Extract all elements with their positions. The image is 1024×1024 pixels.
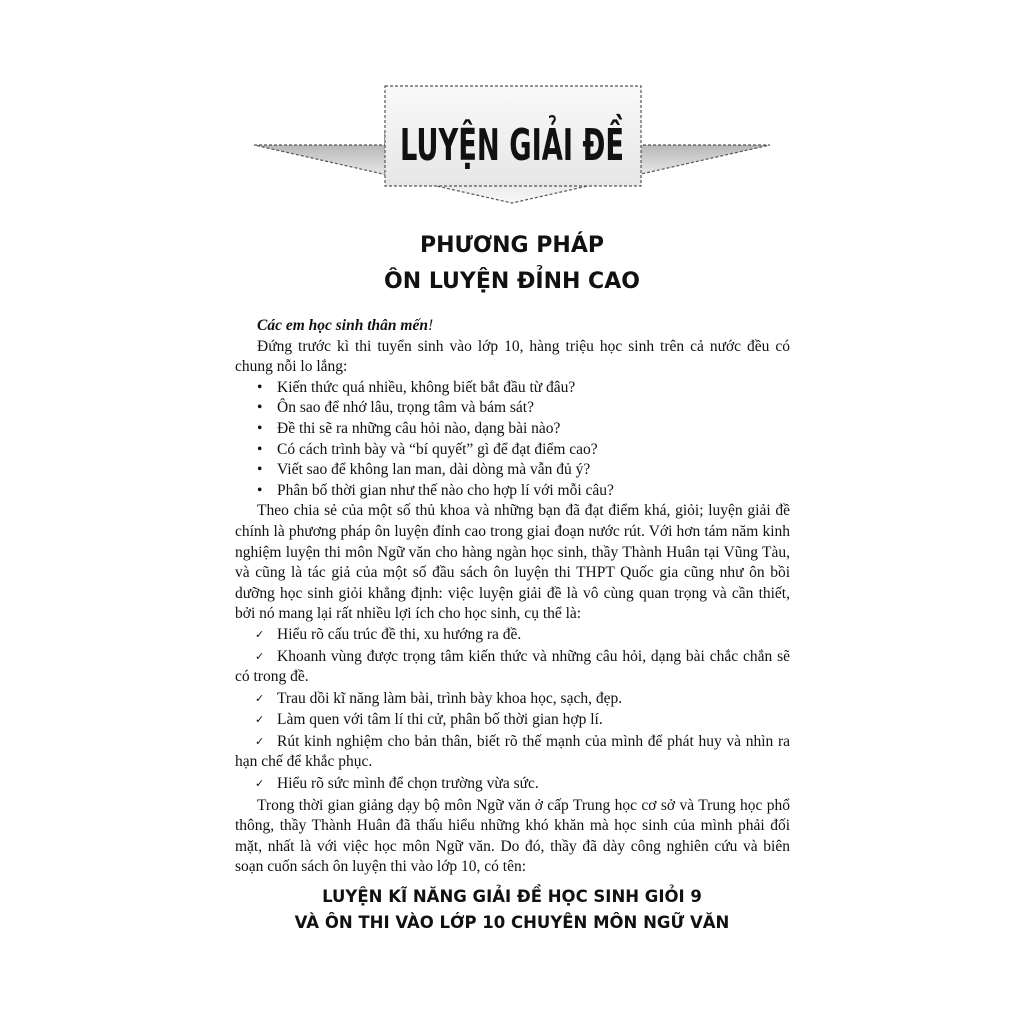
list-item: • Kiến thức quá nhiều, không biết bắt đầu từ đâu? xyxy=(235,378,790,399)
list-item xyxy=(235,625,790,646)
paragraph-author: Trong thời gian giảng dạy bộ môn Ngữ văn ở cấp Trung học cơ sở và Trung học phổ thông, thầy Thành Huân đã thấu hiểu những khó khăn mà học sinh của mình phải đối mặt, nhất là với việc học môn Ngữ văn. Do đó, thầy đã dày công nghiên cứu và biên soạn cuốn sách ôn luyện thi vào lớp 10, có tên: xyxy=(235,796,790,876)
book-title-line2: VÀ ÔN THI VÀO LỚP 10 CHUYÊN MÔN NGỮ VĂN xyxy=(294,913,730,932)
benefit-text: Khoanh vùng được trọng tâm kiến thức và những câu hỏi, dạng bài chắc chắn sẽ có trong đề. xyxy=(235,647,790,686)
paragraph-benefits-intro: Theo chia sẻ của một số thủ khoa và những bạn đã đạt điểm khá, giỏi; luyện giải đề chính là phương pháp ôn luyện đỉnh cao trong giai đoạn nước rút. Với hơn tám năm kinh nghiệm luyện thi môn Ngữ văn cho hàng ngàn học sinh, thầy Thành Huân tại Vũng Tàu, và cũng là tác giả của một số đầu sách ôn luyện thi THPT Quốc gia cũng như ôn bồi dưỡng học sinh giỏi khẳng định: việc luyện giải đề là vô cùng quan trọng và cần thiết, bởi nó mang lại rất nhiều lợi ích cho học sinh, cụ thể là: xyxy=(235,502,790,623)
page-title-line1: PHƯƠNG PHÁP xyxy=(420,233,604,258)
article-body xyxy=(235,316,790,878)
greeting xyxy=(235,316,790,337)
benefit-text: Hiểu rõ cấu trúc đề thi, xu hướng ra đề. xyxy=(277,625,522,643)
check-icon: ✓ xyxy=(255,714,265,727)
worries-list xyxy=(235,378,790,502)
list-item xyxy=(235,710,790,731)
list-item: • Ôn sao để nhớ lâu, trọng tâm và bám sát? xyxy=(235,398,790,419)
benefit-text: Làm quen với tâm lí thi cử, phân bố thời gian hợp lí. xyxy=(277,711,603,729)
greeting-punct: ! xyxy=(427,317,434,334)
page-title-line2: ÔN LUYỆN ĐỈNH CAO xyxy=(384,269,640,294)
check-icon: ✓ xyxy=(255,628,265,641)
check-icon: ✓ xyxy=(255,692,265,705)
list-item: • Đề thi sẽ ra những câu hỏi nào, dạng bài nào? xyxy=(235,419,790,440)
page-title xyxy=(0,228,1024,300)
benefits-list xyxy=(235,625,790,795)
banner xyxy=(0,0,1024,215)
banner-title: LUYỆN GIẢI ĐỀ xyxy=(400,120,762,171)
greeting-text: Các em học sinh thân mến xyxy=(257,317,428,334)
check-icon: ✓ xyxy=(255,778,265,791)
benefit-text: Hiểu rõ sức mình để chọn trường vừa sức. xyxy=(277,775,539,793)
check-icon: ✓ xyxy=(255,650,265,663)
list-item: • Có cách trình bày và “bí quyết” gì để đạt điểm cao? xyxy=(235,440,790,461)
list-item: • Viết sao để không lan man, dài dòng mà vẫn đủ ý? xyxy=(235,460,790,481)
book-title-line1: LUYỆN KĨ NĂNG GIẢI ĐỀ HỌC SINH GIỎI 9 xyxy=(322,887,702,906)
list-item xyxy=(235,774,790,795)
list-item: • Phân bố thời gian như thế nào cho hợp lí với mỗi câu? xyxy=(235,481,790,502)
benefit-text: Rút kinh nghiệm cho bản thân, biết rõ thế mạnh của mình để phát huy và nhìn ra hạn chế để khắc phục. xyxy=(235,732,790,771)
book-title xyxy=(0,884,1024,936)
intro-paragraph: Đứng trước kì thi tuyển sinh vào lớp 10, hàng triệu học sinh trên cả nước đều có chung nỗi lo lắng: xyxy=(235,337,790,376)
benefit-text: Trau dồi kĩ năng làm bài, trình bày khoa học, sạch, đẹp. xyxy=(277,689,623,707)
list-item xyxy=(235,689,790,710)
list-item xyxy=(235,647,790,688)
list-item xyxy=(235,732,790,773)
check-icon: ✓ xyxy=(255,735,265,748)
